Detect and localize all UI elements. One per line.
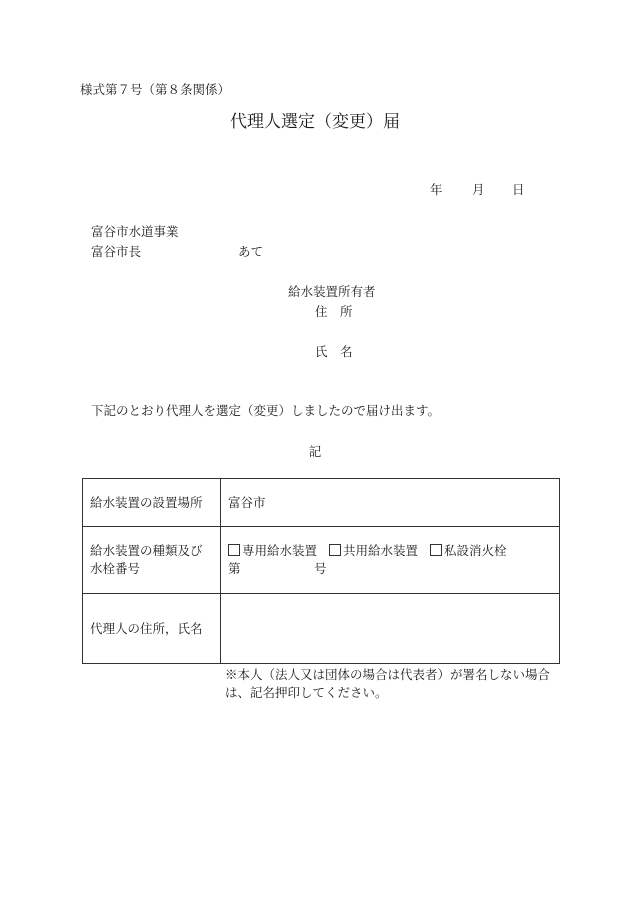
signature-note: ※本人（法人又は団体の場合は代表者）が署名しない場合は、記名押印してください。 bbox=[225, 667, 551, 700]
page-title: 代理人選定（変更）届 bbox=[230, 112, 400, 132]
type-value bbox=[221, 527, 560, 594]
form-number: 様式第７号（第８条関係） bbox=[80, 82, 231, 97]
checkbox-icon[interactable] bbox=[430, 544, 442, 556]
type-label bbox=[83, 527, 221, 594]
owner-address-label: 住 所 bbox=[315, 304, 353, 319]
table-row-agent bbox=[83, 594, 560, 664]
agent-label: 代理人の住所，氏名 bbox=[83, 594, 221, 664]
owner-name-label: 氏 名 bbox=[315, 344, 353, 359]
option-dedicated-label: 専用給水装置 bbox=[242, 543, 318, 558]
date-year-label: 年 bbox=[430, 182, 443, 197]
type-label-line1: 給水装置の種類及び bbox=[90, 543, 203, 558]
location-label: 給水装置の設置場所 bbox=[83, 479, 221, 527]
faucet-number-line[interactable] bbox=[228, 560, 559, 578]
date-month-label: 月 bbox=[472, 182, 485, 197]
checkbox-icon[interactable] bbox=[329, 544, 341, 556]
option-private-hydrant-label: 私設消火栓 bbox=[444, 543, 507, 558]
table-row-type bbox=[83, 527, 560, 594]
option-shared-label: 共用給水装置 bbox=[343, 543, 419, 558]
checkbox-icon[interactable] bbox=[228, 544, 240, 556]
table-row-location bbox=[83, 479, 560, 527]
option-private-hydrant[interactable] bbox=[430, 542, 507, 560]
statement-text: 下記のとおり代理人を選定（変更）しましたので届け出ます。 bbox=[91, 403, 441, 418]
type-options bbox=[228, 542, 559, 560]
date-day-label: 日 bbox=[512, 182, 525, 197]
option-dedicated[interactable] bbox=[228, 542, 317, 560]
type-label-line2: 水栓番号 bbox=[90, 561, 141, 576]
agent-value[interactable] bbox=[221, 594, 560, 664]
addressee-line1: 富谷市水道事業 bbox=[91, 224, 179, 239]
ki-heading: 記 bbox=[308, 444, 322, 459]
faucet-number-suffix: 号 bbox=[314, 561, 327, 576]
details-table bbox=[82, 478, 560, 664]
faucet-number-prefix: 第 bbox=[228, 561, 241, 576]
addressee-suffix: あて bbox=[238, 244, 264, 259]
owner-title: 給水装置所有者 bbox=[288, 284, 376, 299]
location-value[interactable]: 富谷市 bbox=[221, 479, 560, 527]
option-shared[interactable] bbox=[329, 542, 418, 560]
addressee-line2: 富谷市長 bbox=[91, 244, 142, 259]
